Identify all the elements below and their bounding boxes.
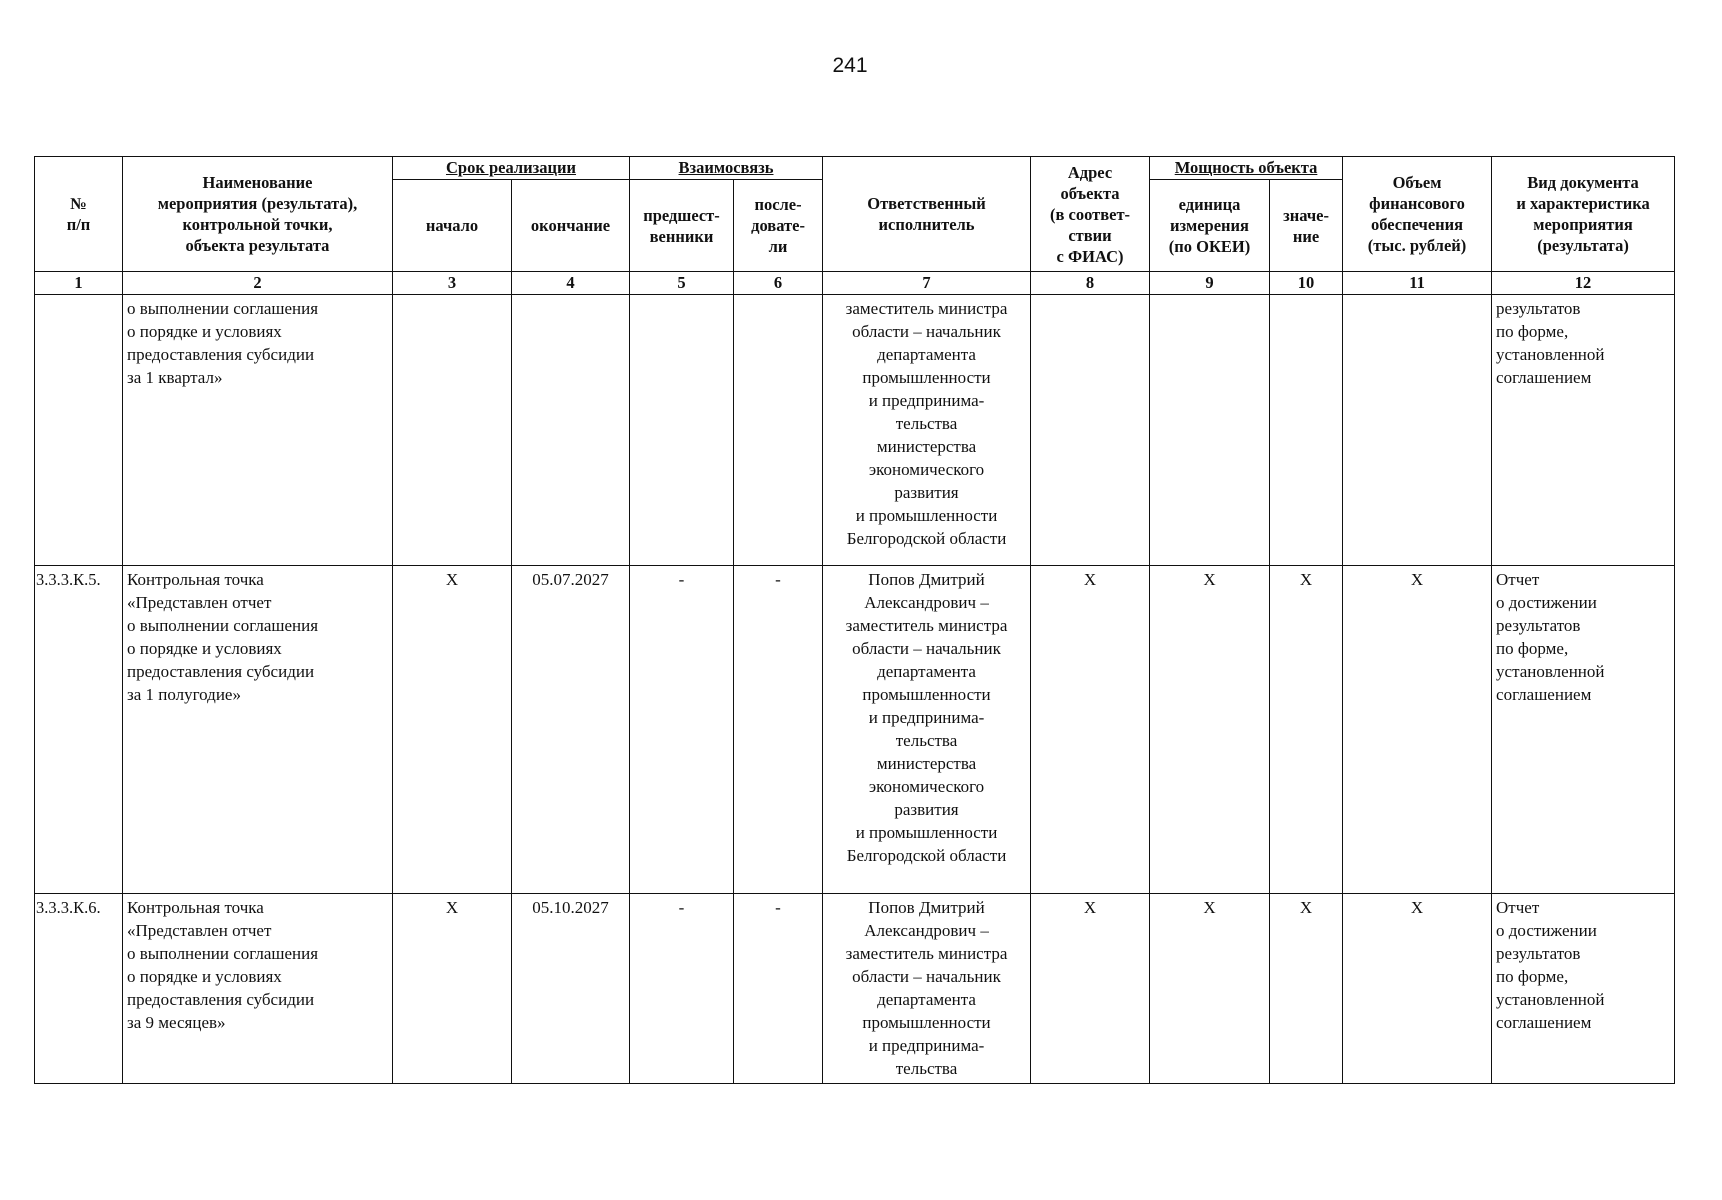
header-unit: единица измерения (по ОКЕИ) [1150,180,1270,272]
row-end: 05.07.2027 [512,566,630,894]
column-number: 2 [123,272,393,295]
row-name: о выполнении соглашения о порядке и условиях предоставления субсидии за 1 квартал» [123,295,393,566]
row-value [1270,295,1343,566]
column-number: 12 [1492,272,1675,295]
row-funding [1343,295,1492,566]
column-number: 8 [1031,272,1150,295]
row-funding: Х [1343,566,1492,894]
column-number: 4 [512,272,630,295]
row-num [35,295,123,566]
table-row [35,894,1675,1084]
header-value: значе- ние [1270,180,1343,272]
column-number: 10 [1270,272,1343,295]
row-succ: - [734,894,823,1084]
row-funding: Х [1343,894,1492,1084]
row-responsible: Попов Дмитрий Александрович – заместитель министра области – начальник департамента промышленности и предпринима- тельства [823,894,1031,1084]
row-name: Контрольная точка «Представлен отчет о выполнении соглашения о порядке и условиях предоставления субсидии за 9 месяцев» [123,894,393,1084]
table-row [35,566,1675,894]
header-pred: предшест- венники [630,180,734,272]
row-name: Контрольная точка «Представлен отчет о выполнении соглашения о порядке и условиях предоставления субсидии за 1 полугодие» [123,566,393,894]
header-address: Адрес объекта (в соответ- ствии с ФИАС) [1031,157,1150,272]
plan-table [34,156,1675,1084]
column-numbers-row [35,272,1675,295]
row-pred: - [630,566,734,894]
row-succ [734,295,823,566]
row-unit: Х [1150,566,1270,894]
header-link [630,157,823,180]
row-num: 3.3.3.К.5. [35,566,123,894]
row-address: Х [1031,566,1150,894]
page-number: 241 [832,54,868,77]
row-responsible: заместитель министра области – начальник департамента промышленности и предпринима- тельства министерства экономического развития и промышленности Белгородской области [823,295,1031,566]
header-doc-type: Вид документа и характеристика мероприятия (результата) [1492,157,1675,272]
column-number: 11 [1343,272,1492,295]
row-doc: Отчет о достижении результатов по форме, установленной соглашением [1492,894,1675,1084]
row-doc: Отчет о достижении результатов по форме, установленной соглашением [1492,566,1675,894]
header-period [393,157,630,180]
header-succ: после- довате- ли [734,180,823,272]
column-number: 1 [35,272,123,295]
column-number: 5 [630,272,734,295]
row-address [1031,295,1150,566]
row-unit: Х [1150,894,1270,1084]
header-responsible: Ответственный исполнитель [823,157,1031,272]
table-header [35,157,1675,295]
row-pred [630,295,734,566]
header-capacity-label: Мощность объекта [1174,158,1318,177]
header-end: окончание [512,180,630,272]
row-end: 05.10.2027 [512,894,630,1084]
table-row [35,295,1675,566]
column-number: 7 [823,272,1031,295]
row-succ: - [734,566,823,894]
row-unit [1150,295,1270,566]
row-start [393,295,512,566]
row-doc: результатов по форме, установленной соглашением [1492,295,1675,566]
header-num: № п/п [35,157,123,272]
header-name: Наименование мероприятия (результата), контрольной точки, объекта результата [123,157,393,272]
column-number: 6 [734,272,823,295]
header-start: начало [393,180,512,272]
row-value: Х [1270,894,1343,1084]
header-capacity [1150,157,1343,180]
row-address: Х [1031,894,1150,1084]
row-start: Х [393,894,512,1084]
row-pred: - [630,894,734,1084]
row-value: Х [1270,566,1343,894]
header-link-label: Взаимосвязь [678,158,774,177]
header-period-label: Срок реализации [445,158,577,177]
row-num: 3.3.3.К.6. [35,894,123,1084]
column-number: 9 [1150,272,1270,295]
row-responsible: Попов Дмитрий Александрович – заместитель министра области – начальник департамента промышленности и предпринима- тельства министерства экономического развития и промышленности Белгородской области [823,566,1031,894]
table-body [35,295,1675,1084]
column-number: 3 [393,272,512,295]
header-funding: Объем финансового обеспечения (тыс. рублей) [1343,157,1492,272]
row-end [512,295,630,566]
row-start: Х [393,566,512,894]
